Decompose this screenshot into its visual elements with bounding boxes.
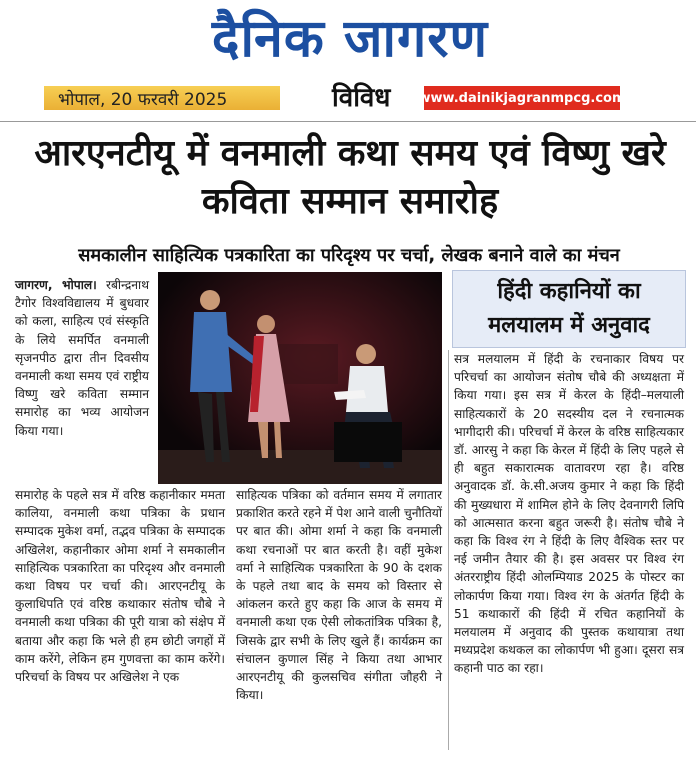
lead-paragraph: रबीन्द्रनाथ टैगोर विश्वविद्यालय में बुधवार को कला, साहित्य एवं संस्कृति के लिये समर्पित वनमाली सृजनपीठ द्वारा तीन दिवसीय वनमाली कथा समय एवं राष्ट्रीय विष्णु खरे कविता सम्मान समारोह का भव्य आयोजन किया गया। xyxy=(15,278,149,438)
section-label: विविध xyxy=(332,83,391,113)
column-1-paragraph: समारोह के पहले सत्र में वरिष्ठ कहानीकार ममता कालिया, वनमाली कथा पत्रिका के प्रधान सम्पादक मुकेश वर्मा, तद्भव पत्रिका के सम्पादक अखिलेश, कहानीकार ओमा शर्मा ने समकालीन साहित्यिक पत्रकारिता का परिदृश्य और वनमाली कथा विषय पर चर्चा की। आरएनटीयू के कुलाधिपति एवं वरिष्ठ कथाकार संतोष चौबे ने वनमाली कथा पत्रिका की पूरी यात्रा को संक्षेप में बताया और कहा कि भले ही हम छोटी जगहों में काम करेंगे, लेकिन हम गुणवत्ता का काम करेंगे। परिचर्चा के विषय पर अखिलेश ने एक xyxy=(15,488,225,685)
stage-photo-illustration xyxy=(158,272,442,484)
column-2-paragraph: साहित्यक पत्रिका को वर्तमान समय में लगातार प्रकाशित करते रहने में पेश आने वाली चुनौतियों पर बात की। ओमा शर्मा ने कहा कि वनमाली कथा रचनाओं पर बात करती है। वहीं मुकेश वर्मा ने साहित्यिक पत्रकारिता के 90 के दशक के पहले तथा बाद के समय को विस्तार से आंकलन करते हुए कहा कि आज के समय में वनमाली कथा एक ऐसी लोकतांत्रिक पत्रिका है, जिसके द्वार सभी के लिए खुले हैं। कार्यक्रम का संचालन कुणाल सिंह ने किया तथा आभार आरएनटीयू की कुलसचिव संगीता जौहरी ने किया। xyxy=(236,488,442,703)
column-3-paragraph: सत्र मलयालम में हिंदी के रचनाकार विषय पर परिचर्चा का आयोजन संतोष चौबे की अध्यक्षता में किया गया। इस सत्र में केरल के हिंदी–मलयाली साहित्यकारों के 20 सदस्यीय दल ने रचनात्मक भागीदारी की। परिचर्चा में केरल के वरिष्ठ साहित्यकार डॉ. आरसु ने कहा कि केरल में हिंदी के लिए पहले से ही बहुत सकारात्मक वातावरण रहा है। वरिष्ठ अनुवादक डॉ. के.सी.अजय कुमार ने कहा कि हिंदी की मुख्यधारा में शामिल होने के लिए देवनागरी लिपि को आत्मसात करना बहुत जरूरी है। संतोष चौबे ने कहा कि विश्व रंग ने हिंदी के लिए वैश्विक स्तर पर नई जमीन तैयार की है। इस अवसर पर विश्व रंग अंतरराष्ट्रीय हिंदी ओलम्पियाड 2025 के पोस्टर का लोकार्पण किया गया। विश्व रंग के अंतर्गत हिंदी के 51 कथाकारों की हिंदी में रचित कहानियों के मलयालम में अनुवाद की पुस्तक कथायात्रा तथा मध्यप्रदेश कथकल का लोकार्पण भी हुआ। दूसरा सत्र कहानी पाठ का रहा। xyxy=(454,352,684,676)
column-divider xyxy=(448,350,449,750)
column-1-body xyxy=(15,486,225,686)
website-strip: www.dainikjagranmpcg.com xyxy=(424,86,620,110)
sidebar-heading: हिंदी कहानियों का मलयालम में अनुवाद xyxy=(488,279,650,338)
story-dateline: जागरण, भोपाल। xyxy=(15,278,97,292)
header-divider xyxy=(0,121,696,122)
column-2-body xyxy=(236,486,442,704)
column-1-lead xyxy=(15,276,149,440)
dateline-strip: भोपाल, 20 फरवरी 2025 xyxy=(44,86,280,110)
article-subheadline: समकालीन साहित्यिक पत्रकारिता का परिदृश्य पर चर्चा, लेखक बनाने वाले का मंचन xyxy=(78,245,620,266)
column-3-body xyxy=(454,350,684,678)
newspaper-masthead: दैनिक जागरण xyxy=(211,9,489,69)
article-headline: आरएनटीयू में वनमाली कथा समय एवं विष्णु खरे कविता सम्मान समारोह xyxy=(34,133,666,222)
sidebar-heading-box xyxy=(452,270,686,348)
stage-performance-photo xyxy=(158,272,442,484)
